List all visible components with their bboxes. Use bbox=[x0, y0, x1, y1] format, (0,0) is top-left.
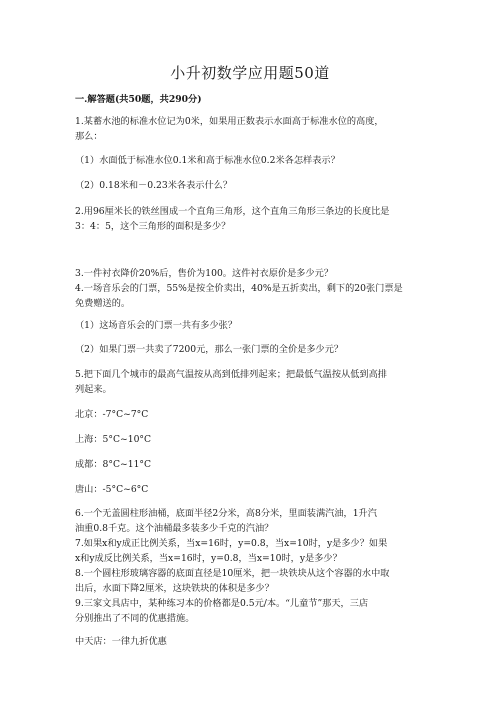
problem-5-line-2: 列起来。 bbox=[75, 384, 112, 395]
problem-5-line-1: 5.把下面几个城市的最高气温按从高到低排列起来；把最低气温按从低到高排 bbox=[75, 369, 387, 380]
problem-1-part-2: （2）0.18米和－0.23米各表示什么？ bbox=[75, 180, 233, 191]
problem-7-line-2: x和y成反比例关系，当x=16时，y=0.8，当x=10时，y是多少？ bbox=[75, 553, 342, 564]
city-chengdu: 成都：8°C~11°C bbox=[75, 459, 152, 470]
problem-7-line-1: 7.如果x和y成正比例关系，当x=16时，y=0.8，当x=10时，y是多少？如果 bbox=[75, 538, 388, 549]
city-tangshan: 唐山：-5°C~6°C bbox=[75, 484, 149, 495]
problem-2-line-1: 2.用96厘米长的铁丝围成一个直角三角形，这个直角三角形三条边的长度比是 bbox=[75, 206, 390, 217]
problem-1-part-1: （1）水面低于标准水位0.1米和高于标准水位0.2米各怎样表示？ bbox=[75, 155, 340, 166]
problem-1-line-2: 那么： bbox=[75, 131, 103, 142]
problem-4-part-2: （2）如果门票一共卖了7200元，那么一张门票的全价是多少元？ bbox=[75, 344, 344, 355]
problem-1-line-1: 1.某蓄水池的标准水位记为0米，如果用正数表示水面高于标准水位的高度， bbox=[75, 116, 384, 127]
problem-3: 3.一件衬衣降价20%后，售价为100。这件衬衣原价是多少元？ bbox=[75, 268, 334, 279]
problem-4-line-1: 4.一场音乐会的门票，55%是按全价卖出，40%是五折卖出，剩下的20张门票是 bbox=[75, 283, 403, 294]
problem-8-line-2: 出后，水面下降2厘米，这块铁块的体积是多少？ bbox=[75, 583, 274, 594]
problem-9-store-zhongtian: 中天店：一律九折优惠 bbox=[75, 636, 167, 647]
city-beijing: 北京：-7°C~7°C bbox=[75, 409, 149, 420]
problem-6-line-1: 6.一个无盖圆柱形油桶，底面半径2分米，高8分米，里面装满汽油，1升汽 bbox=[75, 508, 377, 519]
problem-9-line-2: 分别推出了不同的优惠措施。 bbox=[75, 613, 195, 624]
page-title: 小升初数学应用题50道 bbox=[170, 64, 330, 82]
problem-6-line-2: 油重0.8千克。这个油桶最多装多少千克的汽油？ bbox=[75, 523, 274, 534]
problem-4-line-2: 免费赠送的。 bbox=[75, 298, 131, 309]
problem-9-line-1: 9.三家文具店中，某种练习本的价格都是0.5元/本。“儿童节”那天，三店 bbox=[75, 598, 369, 609]
problem-8-line-1: 8.一个圆柱形玻璃容器的底面直径是10厘米，把一块铁块从这个容器的水中取 bbox=[75, 568, 390, 579]
city-shanghai: 上海：5°C~10°C bbox=[75, 434, 152, 445]
problem-4-part-1: （1）这场音乐会的门票一共有多少张？ bbox=[75, 320, 238, 331]
problem-2-line-2: 3：4：5，这个三角形的面积是多少？ bbox=[75, 221, 231, 232]
section-header: 一.解答题(共50题，共290分) bbox=[75, 94, 202, 105]
